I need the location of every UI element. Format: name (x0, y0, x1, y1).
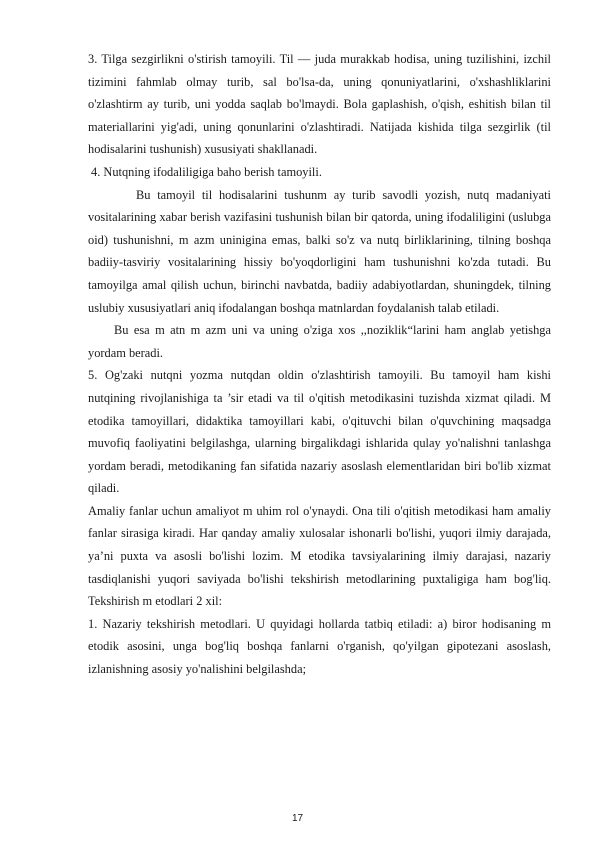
paragraph-principle-4-heading: 4. Nutqning ifodaliligiga baho berish tamoyili. (91, 164, 322, 179)
paragraph-principle-3: 3. Tilga sezgirlikni o'stirish tamoyili. Til — juda murakkab hodisa, uning tuzilishini, izchil tizimini fahmlab olmay turib, sal bo'lsa-da, uning qonuniyatlarini, o'xshashliklarini o'zlashtirm ay turib, uni yodda saqlab bo'lmaydi. Bola gaplashish, o'qish, eshitish bilan til materiallarini yig'adi, uning qonunlarini o'zlashtiradi. Natijada kishida tilga sezgirlik (til hodisalarini tushunish) xususiyati shakllanadi. (88, 52, 551, 157)
paragraph-principle-5: 5. Og'zaki nutqni yozma nutqdan oldin o'zlashtirish tamoyili. Bu tamoyil ham kishi nutqining rivojlanishiga ta ’sir etadi va til o'qitish metodikasini tuzishda xizmat qiladi. M etodika tamoyillari, didaktika tamoyillari kabi, o'qituvchi bilan o'quvchining maqsadga muvofiq faoliyatini belgilashga, ularning birgalikdagi ishlarida qulay yo'nalishni tanlashga yordam beradi, metodikaning fan sifatida nazariy asoslash elementlaridan biri bo'lib xizmat qiladi. (88, 368, 551, 496)
paragraph-principle-4-body: Bu tamoyil til hodisalarini tushunm ay turib savodli yozish, nutq madaniyati vositalarining xabar berish vazifasini tushunish bilan bir qatorda, uning ifodaliligini (uslubga oid) tushunishni, m azm uninigina emas, balki so'z va nutq birliklarining, tilning boshqa badiiy-tasviriy vositalarining hissiy bo'yoqdorligini ham tushunishni ko'zda tutadi. Bu tamoyilga amal qilish uchun, birinchi navbatda, badiiy adabiyotlardan, shuningdek, tilning uslubiy xususiyatlari aniq ifodalangan boshqa matnlardan foydalanish talab etiladi. (88, 187, 551, 315)
paragraph-practice: Amaliy fanlar uchun amaliyot m uhim rol o'ynaydi. Ona tili o'qitish metodikasi ham amaliy fanlar sirasiga kiradi. Har qanday amaliy xulosalar ishonarli bo'lishi, yuqori ilmiy darajada, ya’ni puxta va asosli bo'lishi lozim. M etodika tavsiyalarining ilmiy darajasi, nazariy tasdiqlanishi yuqori saviyada bo'lishi tekshirish metodlarining puxtaligiga ham bog'liq. Tekshirish m etodlari 2 xil: (88, 503, 551, 609)
paragraph-theoretical-methods: 1. Nazariy tekshirish metodlari. U quyidagi hollarda tatbiq etiladi: a) biror hodisaning m etodik asosini, unga bog'liq boshqa fanlarni o'rganish, qo'yilgan gipotezani asoslash, izlanishning asosiy yo'nalishini belgilashda; (88, 616, 551, 677)
paragraph-principle-4-note: Bu esa m atn m azm uni va uning o'ziga xos ,,noziklik“larini ham anglab yetishga yordam beradi. (88, 323, 551, 360)
document-body (88, 48, 551, 681)
page-number: 17 (291, 813, 304, 824)
